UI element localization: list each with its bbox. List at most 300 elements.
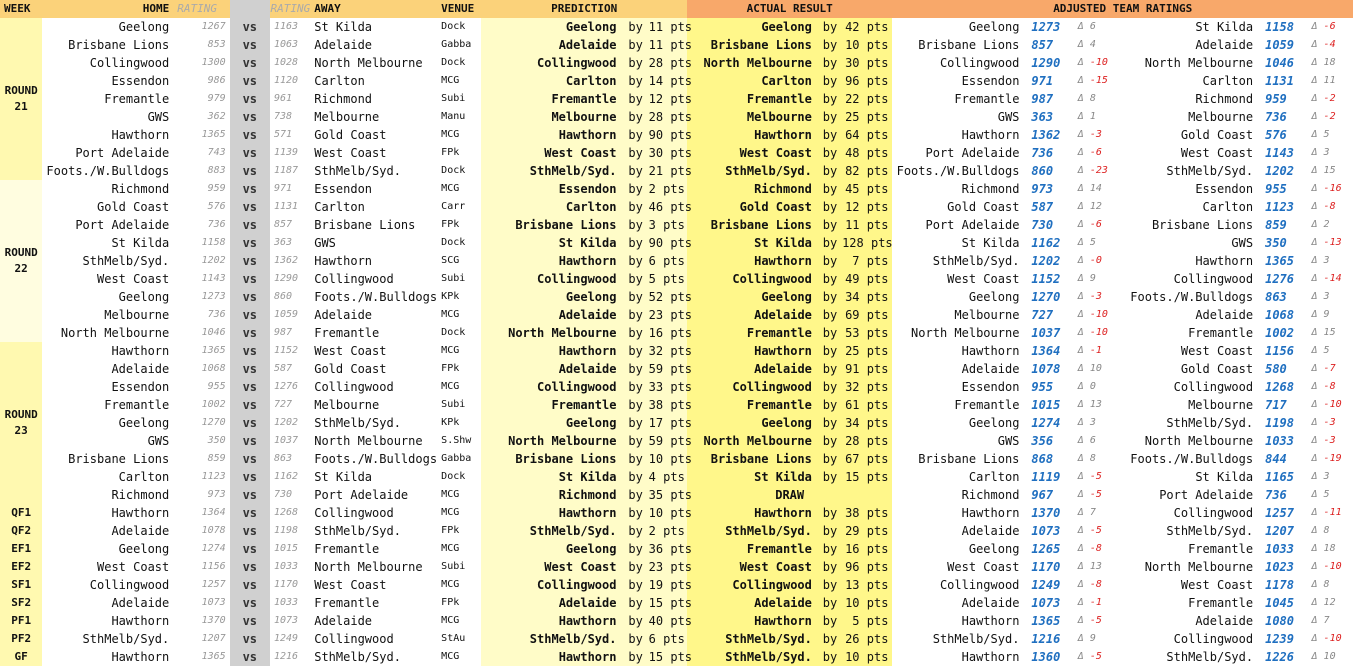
actual-margin-value: 29: [845, 524, 860, 538]
rating-change-value: 7: [1323, 615, 1330, 626]
delta-icon: Δ: [1077, 21, 1084, 32]
delta-icon: Δ: [1077, 543, 1084, 554]
pts-label: pts: [866, 20, 889, 34]
home-team: Brisbane Lions: [918, 452, 1020, 466]
pts-label: pts: [670, 308, 693, 322]
away-rating-change: [1311, 162, 1353, 180]
rating-change-value: -8: [1323, 381, 1336, 392]
predicted-margin: [649, 630, 687, 648]
away-rating-change: [1311, 144, 1353, 162]
home-adjusted-rating: 1273: [1031, 20, 1061, 34]
home-adjusted-rating: 1249: [1031, 578, 1061, 592]
rating-change-value: -19: [1323, 453, 1342, 464]
away-team: Carlton: [314, 200, 365, 214]
home-rating: 1068: [201, 363, 226, 374]
actual-margin-value: 30: [845, 56, 860, 70]
predicted-margin-value: 40: [648, 614, 664, 628]
by-label: by: [622, 126, 648, 144]
header-row: [0, 0, 1353, 18]
actual-winner: Fremantle: [687, 324, 818, 342]
vs-label: vs: [230, 306, 270, 324]
venue: S.Shw: [441, 435, 472, 446]
home-team: Richmond: [111, 488, 170, 502]
predicted-winner: Essendon: [481, 180, 622, 198]
delta-icon: Δ: [1077, 183, 1084, 194]
venue: MCG: [441, 183, 460, 194]
delta-icon: Δ: [1311, 21, 1318, 32]
venue: MCG: [441, 75, 460, 86]
home-rating-change: [1078, 216, 1118, 234]
week-label: [0, 594, 42, 612]
by-label: by: [622, 468, 648, 486]
away-rating-change: [1311, 360, 1353, 378]
away-rating: 738: [273, 111, 292, 122]
away-rating: 1198: [273, 525, 299, 536]
table-row: [0, 72, 1353, 90]
away-team: Carlton: [1202, 200, 1254, 214]
away-team: North Melbourne: [1144, 560, 1254, 574]
pts-label: pts: [866, 614, 889, 628]
pts-label: pts: [866, 128, 889, 142]
pts-label: pts: [866, 218, 889, 232]
home-rating-change: [1078, 558, 1118, 576]
by-label: by: [622, 108, 648, 126]
pts-label: pts: [866, 200, 889, 214]
away-rating: 1139: [273, 147, 299, 158]
home-team: Geelong: [968, 416, 1020, 430]
rating-change-value: 5: [1323, 489, 1330, 500]
venue: FPk: [441, 525, 460, 536]
rating-change-value: 11: [1323, 75, 1336, 86]
delta-icon: Δ: [1311, 75, 1318, 86]
actual-winner: Adelaide: [687, 306, 818, 324]
pts-label: pts: [670, 110, 693, 124]
actual-winner: West Coast: [687, 558, 818, 576]
venue: MCG: [441, 543, 460, 554]
actual-margin: [842, 144, 892, 162]
delta-icon: Δ: [1311, 507, 1318, 518]
away-team: SthMelb/Syd.: [314, 164, 401, 178]
delta-icon: Δ: [1077, 345, 1084, 356]
away-rating-change: [1311, 468, 1353, 486]
rating-change-value: 8: [1323, 579, 1330, 590]
home-team: Essendon: [961, 380, 1020, 394]
pts-label: pts: [866, 254, 889, 268]
away-team: Foots./W.Bulldogs: [1130, 452, 1254, 466]
vs-label: vs: [230, 432, 270, 450]
vs-label: vs: [230, 288, 270, 306]
away-team: Foots./W.Bulldogs: [1130, 290, 1254, 304]
away-team: SthMelb/Syd.: [314, 416, 401, 430]
away-team: Essendon: [314, 182, 373, 196]
by-label: by: [818, 648, 842, 666]
predicted-margin-value: 21: [648, 164, 664, 178]
home-adjusted-rating: 1365: [1031, 614, 1061, 628]
home-team: Hawthorn: [961, 614, 1020, 628]
delta-icon: Δ: [1311, 219, 1318, 230]
actual-margin: [842, 540, 892, 558]
away-team: Carlton: [1202, 74, 1254, 88]
predicted-winner: SthMelb/Syd.: [481, 162, 622, 180]
home-team: Fremantle: [954, 92, 1020, 106]
predicted-winner: Hawthorn: [481, 648, 622, 666]
away-rating: 571: [273, 129, 292, 140]
predicted-margin-value: 23: [648, 560, 664, 574]
rating-change-value: -6: [1323, 21, 1336, 32]
home-adjusted-rating: 1270: [1031, 290, 1061, 304]
away-team: Melbourne: [314, 110, 380, 124]
actual-winner: Fremantle: [687, 90, 818, 108]
predicted-margin: [648, 108, 693, 126]
predicted-winner: St Kilda: [481, 468, 622, 486]
by-label: by: [818, 630, 842, 648]
pts-label: pts: [866, 362, 889, 376]
home-rating-change: [1078, 504, 1118, 522]
table-row: [0, 144, 1353, 162]
away-team: SthMelb/Syd.: [1166, 416, 1254, 430]
vs-label: vs: [230, 72, 270, 90]
home-team: Adelaide: [961, 596, 1020, 610]
pts-label: pts: [670, 326, 693, 340]
delta-icon: Δ: [1077, 435, 1084, 446]
week-label: [0, 342, 42, 504]
actual-margin-value: 10: [845, 38, 860, 52]
away-rating-change: [1311, 648, 1353, 666]
actual-result: DRAW: [687, 486, 893, 504]
week-label-text: 23: [14, 424, 28, 437]
away-rating: 1202: [273, 417, 299, 428]
home-rating-change: [1078, 630, 1118, 648]
pts-label: pts: [670, 650, 693, 664]
home-team: Gold Coast: [97, 200, 170, 214]
away-rating-change: [1311, 594, 1353, 612]
actual-margin-value: 49: [845, 272, 860, 286]
rating-change-value: -0: [1089, 255, 1102, 266]
actual-winner: Gold Coast: [687, 198, 818, 216]
by-label: by: [622, 594, 648, 612]
adjusted-ratings-header: ADJUSTED TEAM RATINGS: [892, 0, 1353, 18]
rating-change-value: -2: [1323, 111, 1336, 122]
away-rating: 1362: [273, 255, 299, 266]
pts-label: pts: [866, 380, 889, 394]
home-team: West Coast: [97, 272, 170, 286]
away-rating: 860: [273, 291, 292, 302]
away-team: Melbourne: [1188, 110, 1254, 124]
home-rating: 1158: [201, 237, 226, 248]
actual-winner: SthMelb/Syd.: [687, 522, 818, 540]
pts-label: pts: [866, 164, 889, 178]
actual-margin: [842, 468, 892, 486]
week-label-text: ROUND: [4, 408, 38, 421]
home-rating: 736: [207, 219, 226, 230]
away-adjusted-rating: 580: [1265, 362, 1287, 376]
predicted-margin: [648, 342, 693, 360]
by-label: by: [818, 180, 842, 198]
home-team: Port Adelaide: [925, 146, 1020, 160]
predicted-margin-value: 59: [648, 434, 664, 448]
rating-change-value: -15: [1089, 75, 1108, 86]
delta-icon: Δ: [1077, 579, 1084, 590]
pts-label: pts: [866, 92, 889, 106]
week-label-text: EF1: [11, 542, 32, 555]
table-row: [0, 612, 1353, 630]
away-team: Hawthorn: [314, 254, 373, 268]
rating-change-value: 13: [1089, 399, 1102, 410]
actual-winner: Hawthorn: [687, 504, 818, 522]
home-rating-change: [1078, 378, 1118, 396]
predicted-winner: Geelong: [481, 18, 622, 36]
predicted-winner: West Coast: [481, 558, 622, 576]
predicted-margin-value: 16: [648, 326, 664, 340]
home-team: Gold Coast: [947, 200, 1020, 214]
by-label: by: [622, 342, 648, 360]
away-team: West Coast: [314, 146, 387, 160]
vs-label: vs: [230, 558, 270, 576]
pts-label: pts: [670, 416, 693, 430]
rating-change-value: -8: [1323, 201, 1336, 212]
away-adjusted-rating: 1080: [1265, 614, 1295, 628]
predicted-margin-value: 3: [648, 218, 656, 232]
pts-label: pts: [670, 290, 693, 304]
vs-label: vs: [230, 144, 270, 162]
actual-margin-value: 22: [845, 92, 860, 106]
by-label: by: [818, 558, 842, 576]
predicted-margin: [648, 432, 693, 450]
pts-label: pts: [866, 146, 889, 160]
away-team: St Kilda: [1195, 470, 1254, 484]
rating-change-value: 2: [1323, 219, 1330, 230]
by-label: by: [818, 468, 842, 486]
away-rating-change: [1311, 378, 1353, 396]
table-row: [0, 558, 1353, 576]
predicted-margin: [648, 198, 693, 216]
rating-change-value: 1: [1089, 111, 1096, 122]
by-label: by: [818, 612, 842, 630]
venue: Carr: [441, 201, 466, 212]
pts-label: pts: [866, 596, 889, 610]
pts-label: pts: [866, 398, 889, 412]
by-label: by: [622, 144, 648, 162]
by-label: by: [818, 594, 842, 612]
delta-icon: Δ: [1077, 165, 1084, 176]
away-rating: 863: [273, 453, 292, 464]
home-rating: 736: [207, 309, 226, 320]
away-rating: 857: [273, 219, 292, 230]
ratings-table-body: [0, 18, 1353, 666]
away-team: Collingwood: [314, 380, 394, 394]
vs-label: vs: [230, 468, 270, 486]
predicted-margin-value: 46: [648, 200, 664, 214]
table-row: [0, 18, 1353, 36]
predicted-margin: [648, 126, 693, 144]
rating-change-value: 3: [1089, 417, 1096, 428]
away-team: Collingwood: [1173, 506, 1254, 520]
away-rating-change: [1311, 306, 1353, 324]
away-rating: 1170: [273, 579, 299, 590]
predicted-margin-value: 28: [648, 110, 664, 124]
venue: MCG: [441, 507, 460, 518]
actual-margin: [842, 324, 892, 342]
by-label: by: [622, 432, 648, 450]
table-row: [0, 396, 1353, 414]
actual-winner: Adelaide: [687, 594, 818, 612]
home-team: Hawthorn: [111, 506, 170, 520]
table-row: [0, 288, 1353, 306]
predicted-margin-value: 15: [648, 650, 664, 664]
table-row: [0, 630, 1353, 648]
by-label: by: [818, 90, 842, 108]
actual-margin: [842, 288, 892, 306]
away-rating: 1073: [273, 615, 299, 626]
vs-label: vs: [230, 54, 270, 72]
venue: FPk: [441, 219, 460, 230]
delta-icon: Δ: [1311, 417, 1318, 428]
by-label: by: [818, 378, 842, 396]
pts-label: pts: [670, 56, 693, 70]
rating-change-value: -8: [1089, 543, 1102, 554]
home-rating-change: [1078, 450, 1118, 468]
predicted-winner: Geelong: [481, 540, 622, 558]
rating-change-value: -3: [1089, 129, 1102, 140]
pts-label: pts: [670, 542, 693, 556]
actual-margin-value: 16: [845, 542, 860, 556]
away-team: SthMelb/Syd.: [1166, 524, 1254, 538]
actual-margin-value: 12: [845, 200, 860, 214]
home-adjusted-rating: 1152: [1031, 272, 1061, 286]
pts-label: pts: [866, 326, 889, 340]
rating-change-value: -10: [1089, 57, 1108, 68]
away-rating-change: [1311, 252, 1353, 270]
table-row: [0, 378, 1353, 396]
week-label: [0, 576, 42, 594]
predicted-winner: West Coast: [481, 144, 622, 162]
home-team: Carlton: [968, 470, 1020, 484]
home-team: Hawthorn: [111, 128, 170, 142]
away-adjusted-rating: 859: [1265, 218, 1287, 232]
away-team: North Melbourne: [314, 56, 423, 70]
vs-header: [230, 0, 270, 18]
delta-icon: Δ: [1077, 327, 1084, 338]
home-team: Brisbane Lions: [68, 38, 170, 52]
away-team: Brisbane Lions: [1151, 218, 1254, 232]
rating-change-value: -1: [1089, 345, 1102, 356]
actual-margin-value: 34: [845, 290, 860, 304]
actual-margin-value: 15: [845, 470, 860, 484]
venue: Subi: [441, 93, 466, 104]
rating-change-value: -10: [1089, 309, 1108, 320]
predicted-margin: [648, 360, 693, 378]
home-team: Geelong: [118, 542, 170, 556]
away-team: Gold Coast: [1180, 362, 1254, 376]
away-rating-change: [1311, 396, 1353, 414]
predicted-margin: [649, 270, 687, 288]
away-adjusted-rating: 736: [1265, 110, 1287, 124]
home-adjusted-rating: 1162: [1031, 236, 1061, 250]
table-row: [0, 162, 1353, 180]
home-adjusted-rating: 730: [1031, 218, 1054, 232]
predicted-margin: [648, 36, 693, 54]
pts-label: pts: [670, 380, 693, 394]
venue: Dock: [441, 237, 466, 248]
table-row: [0, 252, 1353, 270]
rating-change-value: 3: [1323, 255, 1330, 266]
home-rating: 853: [207, 39, 226, 50]
away-adjusted-rating: 1068: [1265, 308, 1295, 322]
vs-label: vs: [230, 18, 270, 36]
table-row: [0, 108, 1353, 126]
away-rating-change: [1311, 432, 1353, 450]
table-row: [0, 216, 1353, 234]
actual-winner: Hawthorn: [687, 342, 818, 360]
home-team: Carlton: [118, 470, 170, 484]
away-rating-change: [1311, 270, 1353, 288]
venue: Manu: [441, 111, 466, 122]
vs-label: vs: [230, 630, 270, 648]
actual-margin-value: 34: [845, 416, 860, 430]
venue: FPk: [441, 147, 460, 158]
actual-margin: [842, 18, 892, 36]
predicted-margin-value: 23: [648, 308, 664, 322]
delta-icon: Δ: [1077, 129, 1084, 140]
table-row: [0, 414, 1353, 432]
pts-label: pts: [670, 146, 693, 160]
away-team: Carlton: [314, 74, 365, 88]
table-row: [0, 522, 1353, 540]
rating-change-value: 14: [1089, 183, 1102, 194]
delta-icon: Δ: [1311, 111, 1318, 122]
away-rating: 1033: [273, 561, 299, 572]
vs-label: vs: [230, 612, 270, 630]
away-team: GWS: [314, 236, 336, 250]
actual-margin-value: 25: [845, 110, 860, 124]
predicted-margin: [648, 288, 693, 306]
delta-icon: Δ: [1311, 381, 1318, 392]
predicted-margin-value: 15: [648, 596, 664, 610]
venue: Dock: [441, 57, 466, 68]
home-team: Collingwood: [89, 56, 170, 70]
actual-margin: [842, 198, 892, 216]
actual-winner: SthMelb/Syd.: [687, 648, 818, 666]
predicted-winner: Richmond: [481, 486, 622, 504]
delta-icon: Δ: [1077, 381, 1084, 392]
predicted-margin: [648, 594, 693, 612]
home-team: Essendon: [111, 74, 170, 88]
actual-winner: Hawthorn: [687, 612, 818, 630]
home-rating: 362: [207, 111, 226, 122]
away-adjusted-rating: 1268: [1265, 380, 1295, 394]
venue: MCG: [441, 381, 460, 392]
vs-label: vs: [230, 522, 270, 540]
actual-margin-value: 128: [842, 236, 864, 250]
predicted-winner: Hawthorn: [481, 612, 622, 630]
away-team: West Coast: [1180, 578, 1254, 592]
vs-label: vs: [230, 252, 270, 270]
pts-label: pts: [670, 452, 693, 466]
by-label: by: [818, 324, 842, 342]
home-rating: 979: [207, 93, 226, 104]
away-rating: 1120: [273, 75, 299, 86]
away-team: SthMelb/Syd.: [1166, 650, 1254, 664]
away-rating-change: [1311, 72, 1353, 90]
by-label: by: [818, 252, 842, 270]
actual-margin-value: 67: [845, 452, 860, 466]
actual-margin: [842, 594, 892, 612]
home-team: Fremantle: [954, 398, 1020, 412]
delta-icon: Δ: [1311, 147, 1318, 158]
away-rating-change: [1311, 288, 1353, 306]
delta-icon: Δ: [1311, 399, 1318, 410]
delta-icon: Δ: [1077, 201, 1084, 212]
